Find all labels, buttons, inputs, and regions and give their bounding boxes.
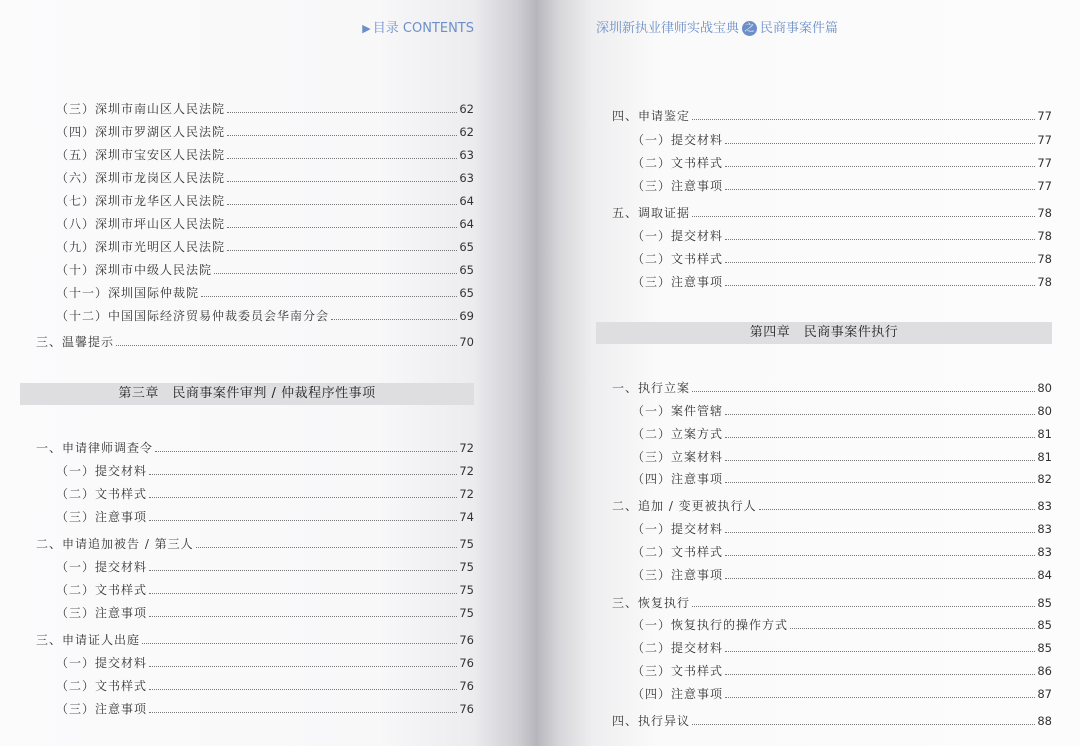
leader-dots bbox=[149, 666, 457, 667]
leader-dots bbox=[214, 273, 457, 274]
toc-entry-label: （四）深圳市罗湖区人民法院 bbox=[56, 125, 226, 139]
leader-dots bbox=[725, 285, 1035, 286]
book-header bbox=[596, 17, 838, 36]
toc-entry-page: 77 bbox=[1037, 156, 1052, 170]
toc-entry-page: 62 bbox=[459, 102, 474, 116]
toc-entry[interactable] bbox=[56, 558, 474, 576]
leader-dots bbox=[227, 135, 457, 136]
toc-entry[interactable] bbox=[612, 594, 1052, 612]
toc-entry-page: 88 bbox=[1037, 714, 1052, 728]
leader-dots bbox=[725, 143, 1035, 144]
toc-entry[interactable] bbox=[632, 543, 1052, 561]
toc-entry[interactable] bbox=[632, 470, 1052, 488]
toc-entry[interactable] bbox=[56, 700, 474, 718]
toc-entry[interactable] bbox=[56, 192, 474, 210]
toc-entry-label: （三）注意事项 bbox=[632, 568, 724, 582]
leader-dots bbox=[149, 593, 457, 594]
toc-entry-label: （五）深圳市宝安区人民法院 bbox=[56, 148, 226, 162]
toc-entry-label: （三）注意事项 bbox=[56, 702, 148, 716]
toc-entry-label: （二）文书样式 bbox=[56, 679, 148, 693]
toc-entry-label: （一）提交材料 bbox=[56, 464, 148, 478]
leader-dots bbox=[149, 570, 457, 571]
toc-entry-label: （二）文书样式 bbox=[632, 545, 724, 559]
leader-dots bbox=[227, 158, 457, 159]
leader-dots bbox=[725, 189, 1035, 190]
leader-dots bbox=[149, 520, 457, 521]
toc-entry-label: 四、执行异议 bbox=[612, 714, 691, 728]
toc-entry[interactable] bbox=[632, 227, 1052, 245]
leader-dots bbox=[725, 239, 1035, 240]
toc-entry[interactable] bbox=[56, 123, 474, 141]
toc-entry-page: 64 bbox=[459, 217, 474, 231]
toc-entry[interactable] bbox=[632, 177, 1052, 195]
toc-entry[interactable] bbox=[36, 631, 474, 649]
leader-dots bbox=[201, 296, 457, 297]
toc-entry-label: （二）提交材料 bbox=[632, 641, 724, 655]
toc-entry[interactable] bbox=[56, 284, 474, 302]
toc-entry-page: 83 bbox=[1037, 522, 1052, 536]
toc-entry[interactable] bbox=[632, 616, 1052, 634]
toc-entry[interactable] bbox=[56, 238, 474, 256]
volume-title: 民商事案件篇 bbox=[760, 21, 839, 36]
toc-entry-page: 81 bbox=[1037, 427, 1052, 441]
toc-entry-label: （三）深圳市南山区人民法院 bbox=[56, 102, 226, 116]
toc-entry[interactable] bbox=[632, 662, 1052, 680]
toc-entry-page: 75 bbox=[459, 537, 474, 551]
toc-entry-page: 64 bbox=[459, 194, 474, 208]
toc-entry-label: （十一）深圳国际仲裁院 bbox=[56, 286, 200, 300]
toc-entry-label: （一）案件管辖 bbox=[632, 404, 724, 418]
toc-entry[interactable] bbox=[56, 462, 474, 480]
toc-entry-label: （一）提交材料 bbox=[56, 656, 148, 670]
toc-entry-page: 85 bbox=[1037, 596, 1052, 610]
leader-dots bbox=[227, 204, 457, 205]
toc-entry[interactable] bbox=[56, 485, 474, 503]
book-title: 深圳新执业律师实战宝典 bbox=[596, 21, 740, 36]
toc-entry-page: 83 bbox=[1037, 545, 1052, 559]
toc-entry-page: 87 bbox=[1037, 687, 1052, 701]
leader-dots bbox=[725, 414, 1035, 415]
toc-entry[interactable] bbox=[632, 566, 1052, 584]
toc-entry-page: 84 bbox=[1037, 568, 1052, 582]
toc-entry-label: （三）注意事项 bbox=[56, 606, 148, 620]
toc-entry-label: 一、执行立案 bbox=[612, 381, 691, 395]
toc-entry-label: （二）文书样式 bbox=[56, 583, 148, 597]
toc-entry-page: 69 bbox=[459, 309, 474, 323]
toc-entry[interactable] bbox=[612, 107, 1052, 125]
leader-dots bbox=[692, 391, 1035, 392]
leader-dots bbox=[227, 181, 457, 182]
contents-header bbox=[362, 17, 474, 36]
toc-entry-label: 二、申请追加被告 / 第三人 bbox=[36, 537, 194, 551]
leader-dots bbox=[725, 651, 1035, 652]
toc-entry-page: 82 bbox=[1037, 472, 1052, 486]
leader-dots bbox=[692, 216, 1035, 217]
toc-entry[interactable] bbox=[56, 508, 474, 526]
toc-entry-page: 76 bbox=[459, 702, 474, 716]
toc-entry-label: （四）注意事项 bbox=[632, 472, 724, 486]
toc-entry-label: 三、申请证人出庭 bbox=[36, 633, 141, 647]
leader-dots bbox=[725, 578, 1035, 579]
leader-dots bbox=[142, 643, 457, 644]
toc-entry-label: （十）深圳市中级人民法院 bbox=[56, 263, 213, 277]
toc-entry-page: 86 bbox=[1037, 664, 1052, 678]
toc-entry-label: （八）深圳市坪山区人民法院 bbox=[56, 217, 226, 231]
toc-entry[interactable] bbox=[632, 639, 1052, 657]
toc-entry-label: （六）深圳市龙岗区人民法院 bbox=[56, 171, 226, 185]
toc-entry-page: 77 bbox=[1037, 179, 1052, 193]
chapter-heading[interactable]: 第三章 民商事案件审判 / 仲裁程序性事项 bbox=[20, 383, 474, 405]
toc-entry-page: 78 bbox=[1037, 206, 1052, 220]
leader-dots bbox=[149, 616, 457, 617]
leader-dots bbox=[149, 497, 457, 498]
toc-entry-page: 72 bbox=[459, 464, 474, 478]
toc-entry-label: 五、调取证据 bbox=[612, 206, 691, 220]
toc-entry-label: （一）恢复执行的操作方式 bbox=[632, 618, 789, 632]
leader-dots bbox=[196, 547, 458, 548]
toc-entry[interactable] bbox=[632, 402, 1052, 420]
toc-entry[interactable] bbox=[632, 273, 1052, 291]
toc-entry[interactable] bbox=[36, 439, 474, 457]
toc-entry-label: 一、申请律师调查令 bbox=[36, 441, 154, 455]
toc-entry-page: 65 bbox=[459, 240, 474, 254]
leader-dots bbox=[725, 532, 1035, 533]
toc-entry[interactable] bbox=[56, 581, 474, 599]
toc-entry-label: （二）文书样式 bbox=[632, 156, 724, 170]
toc-entry-page: 78 bbox=[1037, 229, 1052, 243]
leader-dots bbox=[692, 606, 1035, 607]
toc-entry[interactable] bbox=[56, 677, 474, 695]
toc-entry-label: （九）深圳市光明区人民法院 bbox=[56, 240, 226, 254]
toc-entry-label: （一）提交材料 bbox=[632, 229, 724, 243]
toc-entry-page: 80 bbox=[1037, 381, 1052, 395]
toc-entry-page: 74 bbox=[459, 510, 474, 524]
toc-entry-page: 83 bbox=[1037, 499, 1052, 513]
toc-entry-label: （三）文书样式 bbox=[632, 664, 724, 678]
toc-entry-page: 80 bbox=[1037, 404, 1052, 418]
toc-entry-label: （三）注意事项 bbox=[632, 179, 724, 193]
leader-dots bbox=[725, 437, 1035, 438]
leader-dots bbox=[725, 166, 1035, 167]
leader-dots bbox=[155, 451, 457, 452]
leader-dots bbox=[725, 697, 1035, 698]
toc-entry-page: 62 bbox=[459, 125, 474, 139]
toc-entry-page: 75 bbox=[459, 560, 474, 574]
toc-entry-page: 76 bbox=[459, 679, 474, 693]
toc-entry[interactable] bbox=[56, 169, 474, 187]
leader-dots bbox=[331, 319, 457, 320]
leader-dots bbox=[725, 674, 1035, 675]
toc-entry-label: （三）立案材料 bbox=[632, 450, 724, 464]
toc-entry[interactable] bbox=[632, 154, 1052, 172]
toc-entry-page: 78 bbox=[1037, 275, 1052, 289]
toc-entry[interactable] bbox=[612, 497, 1052, 515]
toc-entry-page: 72 bbox=[459, 487, 474, 501]
toc-entry[interactable] bbox=[632, 425, 1052, 443]
left-page bbox=[0, 0, 538, 746]
toc-entry-page: 72 bbox=[459, 441, 474, 455]
toc-entry[interactable] bbox=[632, 250, 1052, 268]
leader-dots bbox=[725, 482, 1035, 483]
leader-dots bbox=[149, 689, 457, 690]
leader-dots bbox=[227, 112, 457, 113]
toc-entry-label: （三）注意事项 bbox=[632, 275, 724, 289]
toc-entry[interactable] bbox=[632, 131, 1052, 149]
toc-entry-page: 76 bbox=[459, 633, 474, 647]
toc-entry[interactable] bbox=[56, 100, 474, 118]
toc-entry-page: 65 bbox=[459, 286, 474, 300]
leader-dots bbox=[116, 345, 457, 346]
leader-dots bbox=[692, 119, 1035, 120]
leader-dots bbox=[149, 474, 457, 475]
toc-entry-label: （二）文书样式 bbox=[56, 487, 148, 501]
toc-entry[interactable] bbox=[612, 204, 1052, 222]
leader-dots bbox=[227, 250, 457, 251]
toc-entry-page: 63 bbox=[459, 148, 474, 162]
leader-dots bbox=[227, 227, 457, 228]
toc-entry-page: 70 bbox=[459, 335, 474, 349]
toc-entry-label: （二）文书样式 bbox=[632, 252, 724, 266]
toc-entry[interactable] bbox=[56, 307, 474, 325]
toc-entry-label: （七）深圳市龙华区人民法院 bbox=[56, 194, 226, 208]
right-page bbox=[538, 0, 1080, 746]
toc-entry-label: （一）提交材料 bbox=[632, 133, 724, 147]
leader-dots bbox=[725, 555, 1035, 556]
zhi-badge-icon: 之 bbox=[742, 21, 757, 36]
leader-dots bbox=[149, 712, 457, 713]
toc-entry-label: （三）注意事项 bbox=[56, 510, 148, 524]
toc-entry-label: （四）注意事项 bbox=[632, 687, 724, 701]
toc-entry-label: （一）提交材料 bbox=[632, 522, 724, 536]
toc-entry-label: （一）提交材料 bbox=[56, 560, 148, 574]
toc-entry[interactable] bbox=[612, 379, 1052, 397]
toc-entry-label: （二）立案方式 bbox=[632, 427, 724, 441]
toc-entry-page: 76 bbox=[459, 656, 474, 670]
toc-entry[interactable] bbox=[56, 215, 474, 233]
toc-entry-label: 三、温馨提示 bbox=[36, 335, 115, 349]
toc-entry-label: 四、申请鉴定 bbox=[612, 109, 691, 123]
toc-entry-page: 85 bbox=[1037, 618, 1052, 632]
toc-entry-label: 三、恢复执行 bbox=[612, 596, 691, 610]
leader-dots bbox=[692, 724, 1035, 725]
toc-entry-page: 75 bbox=[459, 606, 474, 620]
toc-entry[interactable] bbox=[632, 685, 1052, 703]
toc-entry-page: 78 bbox=[1037, 252, 1052, 266]
toc-entry-page: 77 bbox=[1037, 109, 1052, 123]
leader-dots bbox=[790, 628, 1035, 629]
toc-entry-label: 二、追加 / 变更被执行人 bbox=[612, 499, 757, 513]
toc-entry[interactable] bbox=[56, 604, 474, 622]
contents-header-label: 目录 CONTENTS bbox=[372, 21, 474, 36]
toc-entry[interactable] bbox=[36, 333, 474, 351]
toc-entry-page: 77 bbox=[1037, 133, 1052, 147]
leader-dots bbox=[725, 262, 1035, 263]
toc-entry-page: 81 bbox=[1037, 450, 1052, 464]
toc-entry[interactable] bbox=[632, 448, 1052, 466]
chapter-heading[interactable]: 第四章 民商事案件执行 bbox=[596, 322, 1052, 344]
toc-entry[interactable] bbox=[632, 520, 1052, 538]
toc-entry[interactable] bbox=[56, 654, 474, 672]
toc-entry-page: 85 bbox=[1037, 641, 1052, 655]
toc-entry-page: 63 bbox=[459, 171, 474, 185]
toc-entry[interactable] bbox=[612, 712, 1052, 730]
toc-entry-page: 75 bbox=[459, 583, 474, 597]
toc-entry-label: （十二）中国国际经济贸易仲裁委员会华南分会 bbox=[56, 309, 330, 323]
toc-entry-page: 65 bbox=[459, 263, 474, 277]
toc-entry[interactable] bbox=[56, 261, 474, 279]
toc-entry[interactable] bbox=[56, 146, 474, 164]
leader-dots bbox=[725, 460, 1035, 461]
leader-dots bbox=[759, 509, 1036, 510]
play-triangle-icon: ▶ bbox=[362, 22, 371, 35]
toc-entry[interactable] bbox=[36, 535, 474, 553]
